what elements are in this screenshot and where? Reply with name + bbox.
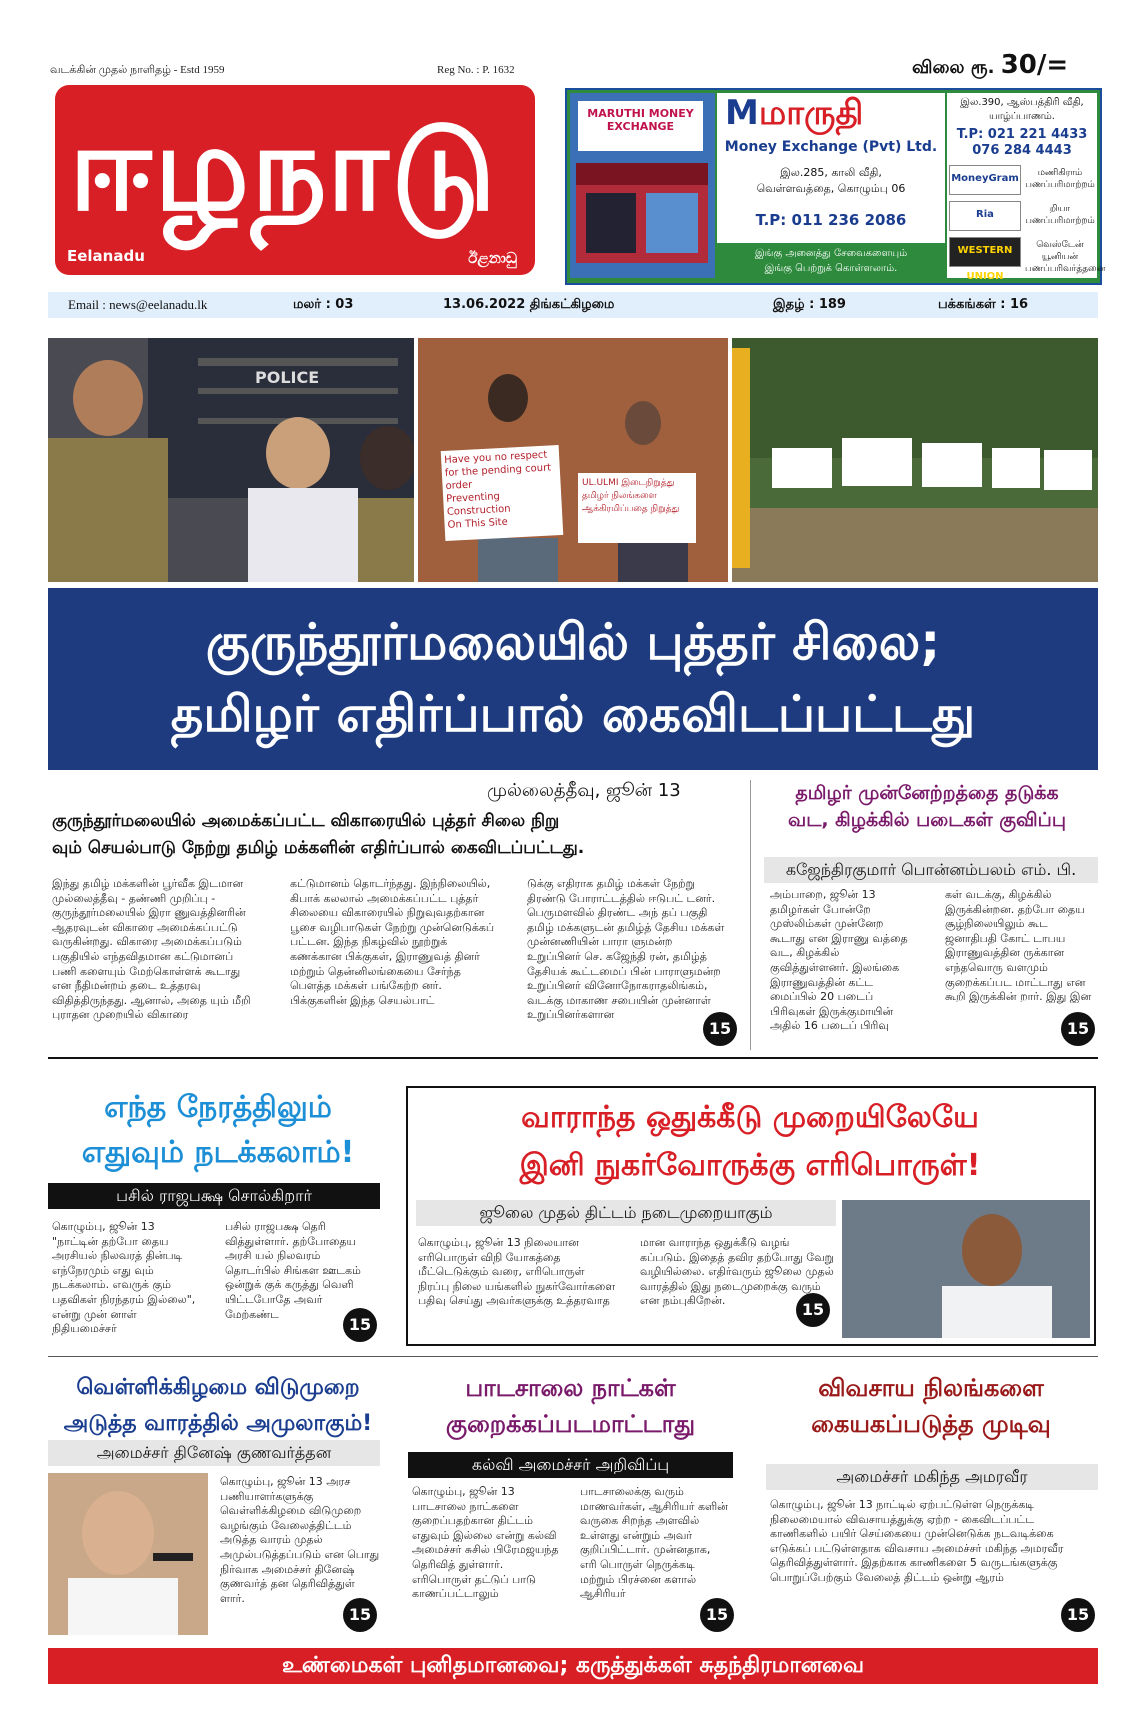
ad-jaffna-telephone: T.P: 021 221 4433 076 284 4443 <box>956 127 1088 158</box>
anything-col2: பசில் ராஜபக்ஷ தெரி வித்துள்ளார். தற்போதைய அரசி யல் நிலவரம் தொடர்பில் சிங்கள ஊடகம் ஒன்றுக் குக் கருத்து வெளி யிட்டபோதே அவர் மேற்கண்ட <box>225 1220 361 1321</box>
line-protest-image <box>732 338 1098 582</box>
ad-jaffna-address: இல.390, ஆஸ்பத்திரி வீதி, யாழ்ப்பாணம். <box>960 97 1084 122</box>
main-headline <box>48 588 1098 770</box>
anything-col1: கொழும்பு, ஜூன் 13 "நாட்டின் தற்போ தைய அரசியல் நிலவரத் தின்படி எந்நேரமும் எது வும் நடக்கலாம். எவருக் கும் பதவிகள் நிரந்தரம் இல்லை", என்று முன் னாள் நிதியமைச்சர் <box>52 1220 196 1336</box>
main-headline-line1: குருந்தூர்மலையில் புத்தர் சிலை; <box>205 613 941 671</box>
section-rule-2 <box>48 1356 1098 1357</box>
ad-service-moneygram: MoneyGram மணிகிராம் பணப்பரிமாற்றம் <box>949 165 1095 195</box>
main-deck: குருந்தூர்மலையில் அமைக்கப்பட்ட விகாரையில் புத்தர் சிலை நிறு வும் செயல்பாடு நேற்று தமிழ் மக்களின் எதிர்ப்பால் கைவிடப்பட்டது. <box>52 811 585 858</box>
registration-number: Reg No. : P. 1632 <box>437 64 515 76</box>
fuel-col2: மான வாராந்த ஒதுக்கீடு வழங் கப்படும். இதைத் தவிர தற்போது வேறு வழியில்லை. எதிர்வரும் ஜூலை முதல் வாரத்தில் இது நடைமுறைக்கு வரும் என நம்புகிறேன். <box>640 1236 834 1308</box>
price-label: விலை ரூ. <box>912 57 995 78</box>
farm-col: கொழும்பு, ஜூன் 13 நாட்டில் ஏற்பட்டுள்ள நெருக்கடி நிலைமையால் விவசாயத்துக்கு ஏற்ற - கைவிடப்பட்ட காணிகளில் பயிர் செய்கையை முன்னெடுக்க நடவடிக்கை எடுக்கப் பட்டுள்ளதாக விவசாய அமைச்சர் மகிந்த அமரவீர தெரிவித்துள்ளார். இதற்காக காணிகளை 5 வருடங்களுக்கு பொறுப்பேற்கும் வேலைத் திட்டம் ஒன்று ஆரம் <box>770 1498 1064 1584</box>
forces-col2: கள் வடக்கு, கிழக்கில் இருக்கின்றன. தற்போ தைய சூழ்நிலையிலும் கூட ஜனாதிபதி கோட் டாபய இராணுவத்தின ருக்கான எந்தவொரு வளமும் குறைக்கப்பட மாட்டாது என கூறி இருக்கின் றார். இது இன <box>945 888 1092 1004</box>
fuel-jump-badge: 15 <box>796 1293 830 1327</box>
main-col2: கட்டுமானம் தொடர்ந்தது. இந்நிலையில், கிபாக் கலலால் அமைக்கப்பட்ட புத்தர் சிலையை விகாரையில் நிறுவுவதற்கான பூசை வழிபாடுகள் நேற்று முன்னெடுக்கப் பட்டன. இந்த நிகழ்வில் நூற்றுக் கணக்கான பிக்குகள், இராணுவத் தினர் மற்றும் தென்னிலங்கையை சேர்ந்த பௌத்த மக்கள் பங்கேற்ற னர். பிக்குகளின் இந்த செயல்பாட் <box>290 877 495 1007</box>
school-byline: கல்வி அமைச்சர் அறிவிப்பு <box>408 1452 733 1478</box>
friday-byline: அமைச்சர் தினேஷ் குணவர்த்தன <box>48 1440 380 1466</box>
school-title: பாடசாலை நாட்கள் குறைக்கப்படமாட்டாது <box>445 1374 696 1438</box>
malar: மலர் : 03 <box>293 297 354 312</box>
forces-title: தமிழர் முன்னேற்றத்தை தடுக்க வட, கிழக்கில் படைகள் குவிப்பு <box>788 782 1066 831</box>
ad-service-ria: Ria றியா பணப்பரிமாற்றம் <box>949 201 1095 231</box>
main-dateline: முல்லைத்தீவு, ஜூன் 13 <box>487 780 681 801</box>
email: Email : news@eelanadu.lk <box>68 297 208 312</box>
school-col2: பாடசாலைக்கு வரும் மாணவர்கள், ஆசிரியர் களின் வருகை சிறந்த அளவில் உள்ளது என்றும் அவர் குறிப்பிட்டார். முன்னதாக, எரி பொருள் நெருக்கடி மற்றும் பிரச்னை களால் ஆசிரியர் <box>580 1485 728 1601</box>
shopfront-icon <box>576 163 708 263</box>
placard-english: Have you no respect for the pending court order Preventing Construction On This Site <box>441 445 564 541</box>
farm-jump-badge: 15 <box>1061 1598 1095 1632</box>
fuel-title: வாராந்த ஒதுக்கீடு முறையிலேயே இனி நுகர்வோருக்கு எரிபொருள்! <box>519 1100 981 1183</box>
tagline: வடக்கின் முதல் நாளிதழ் - Estd 1959 <box>50 64 225 76</box>
ad-brand: Mமாருதி <box>725 93 864 133</box>
maruthi-advertisement <box>565 88 1106 285</box>
ad-telephone: T.P: 011 236 2086 <box>755 211 907 229</box>
page-count: பக்கங்கள் : 16 <box>938 297 1029 312</box>
photo-police-argument <box>48 338 414 582</box>
issue-date: 13.06.2022 திங்கட்கிழமை <box>443 297 615 312</box>
main-jump-badge: 15 <box>703 1012 737 1046</box>
ad-branch-panel <box>947 93 1106 282</box>
masthead-logo <box>55 85 535 275</box>
ad-brand-subtitle: Money Exchange (Pvt) Ltd. <box>724 139 938 155</box>
main-headline-line2: தமிழர் எதிர்ப்பால் கைவிடப்பட்டது <box>170 685 976 743</box>
school-col1: கொழும்பு, ஜூன் 13 பாடசாலை நாட்களை குறைப்பதற்கான திட்டம் எதுவும் இல்லை என்று கல்வி அமைச்சர் சுசில் பிரேமஜயந்த தெரிவித் துள்ளார். எரிபொருள் தட்டுப் பாடு காணப்பட்டாலும் <box>412 1485 559 1601</box>
column-divider <box>750 780 751 1050</box>
forces-col1: அம்பாறை, ஜூன் 13 தமிழர்கள் போன்றே முஸ்லிம்கள் முன்னேற கூடாது என இராணு வத்தை வட, கிழக்கில் குவித்துள்ளனர். இலங்கை இராணுவத்தின் கட்ட மைப்பில் 20 படைப் பிரிவுகள் இருக்குமாயின் அதில் 16 படைப் பிரிவு <box>770 888 908 1033</box>
ad-shop-logo: MARUTHI MONEY EXCHANGE <box>578 101 703 151</box>
ad-slogan: இங்கு அனைத்து சேவைகளையும் இங்கு பெற்றுக் கொள்ளலாம். <box>717 243 945 278</box>
price-value: 30/= <box>1000 50 1069 80</box>
placard-tamil: UL.ULMI இடைநிறுத்து தமிழர் நிலங்களை ஆக்கிரமிப்பதை நிறுத்து <box>578 473 696 543</box>
dinesh-portrait-image <box>48 1473 208 1635</box>
ad-shopfront <box>576 163 708 263</box>
friday-jump-badge: 15 <box>343 1598 377 1632</box>
fuel-band: ஜூலை முதல் திட்டம் நடைமுறையாகும் <box>416 1200 836 1226</box>
friday-col: கொழும்பு, ஜூன் 13 அரச பணியாளர்களுக்கு வெள்ளிக்கிழமை விடுமுறை வழங்கும் வேலைத்திட்டம் அடுத்த வாரம் முதல் அமுல்படுத்தப்படும் என பொது நிர்வாக அமைச்சர் தினேஷ் குணவர்த் தன தெரிவித்துள் ளார். <box>220 1475 380 1605</box>
main-col3: டுக்கு எதிராக தமிழ் மக்கள் நேற்று திரண்டு போராட்டத்தில் ஈடுபட் டனர். பெருமளவில் திரண்ட அந் தப் பகுதி தமிழ் மக்களுடன் தமிழ்த் தேசிய மக்கள் முன்னணியின் பாரா ளுமன்ற உறுப்பினர் செ. கஜேந்தி ரன், தமிழ்த் தேசியக் கூட்டமைப் பின் பாராளுமன்ற உறுப்பினர் வினோநோகராதலிங்கம், வடக்கு மாகாண சபையின் முன்னாள் உறுப்பினர்களான <box>527 877 725 1022</box>
ad-shop-photo <box>570 93 715 278</box>
anything-title: எந்த நேரத்திலும் எதுவும் நடக்கலாம்! <box>81 1090 355 1170</box>
masthead-english: Eelanadu <box>67 247 145 265</box>
friday-title: வெள்ளிக்கிழமை விடுமுறை அடுத்த வாரத்தில் அமுலாகும்! <box>63 1375 373 1436</box>
minister-portrait-image <box>842 1200 1090 1338</box>
main-col1: இந்து தமிழ் மக்களின் பூர்வீக இடமான முல்லைத்தீவு - தண்ணி முறிப்பு - குருந்தூர்மலையில் இரா ணுவத்தினரின் ஆதரவுடன் விகாரை அமைக்கப்பட்டு வருகின்றது. விகாரை அமைக்கப்படும் பகுதியில் எந்தவிதமான கட்டுமானப் பணி களையும் மேற்கொள்ளக் கூடாது என நீதிமன்றம் தடை உத்தரவு விதித்திருந்தது. ஆனால், அதை யும் மீறி புராதன முறையில் விகாரை <box>52 877 251 1022</box>
photo-line-protest <box>732 338 1098 582</box>
school-jump-badge: 15 <box>700 1598 734 1632</box>
masthead-sinhala: ඊළනාඩු <box>468 249 517 267</box>
ad-service-western-union: WESTERN UNION வெஸ்டேன் யூனியன் பணப்பரிவர்த்தனை <box>949 237 1095 267</box>
police-sign: POLICE <box>255 368 320 387</box>
fuel-col1: கொழும்பு, ஜூன் 13 நிலையான எரிபொருள் விநி யோகத்தை மீட்டெடுக்கும் வரை, எரிபொருள் நிரப்பு நிலை யங்களில் நுகர்வோர்களை பதிவு செய்து அவர்களுக்கு உத்தரவாத <box>418 1236 616 1308</box>
masthead-title: ஈழநாடு <box>69 99 498 237</box>
footer-motto: உண்மைகள் புனிதமானவை; கருத்துக்கள் சுதந்திரமானவை <box>48 1648 1098 1684</box>
friday-minister-photo <box>48 1473 208 1635</box>
forces-jump-badge: 15 <box>1061 1012 1095 1046</box>
anything-byline: பசில் ராஜபக்ஷ சொல்கிறார் <box>48 1183 380 1209</box>
ithazh: இதழ் : 189 <box>773 297 846 312</box>
issue-info-bar <box>48 292 1098 318</box>
forces-byline: கஜேந்திரகுமார் பொன்னம்பலம் எம். பி. <box>764 857 1098 883</box>
photo-placard-protest <box>418 338 728 582</box>
ad-main-panel <box>717 93 945 278</box>
anything-jump-badge: 15 <box>343 1308 377 1342</box>
section-rule-1 <box>48 1057 1098 1059</box>
farm-title: விவசாய நிலங்களை கையகப்படுத்த முடிவு <box>811 1374 1051 1438</box>
ad-address: இல.285, காலி வீதி, வெள்ளவத்தை, கொழும்பு 06 <box>756 166 906 195</box>
farm-byline: அமைச்சர் மகிந்த அமரவீர <box>766 1464 1098 1490</box>
fuel-minister-photo <box>842 1200 1090 1338</box>
price <box>912 50 1068 80</box>
police-scene-image <box>48 338 414 582</box>
